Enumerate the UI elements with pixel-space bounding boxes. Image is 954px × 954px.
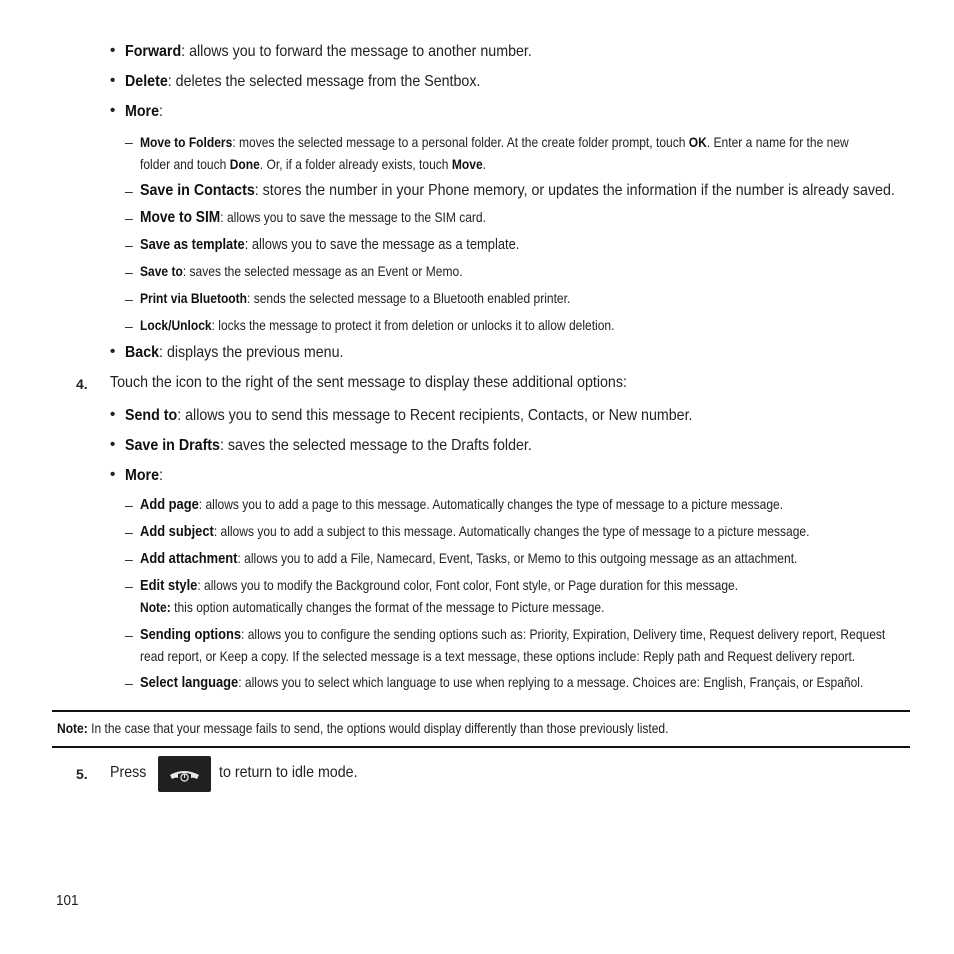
sub-item-edit-style: Edit style: allows you to modify the Background color, Font color, Font style, or Page duration for this message. (140, 577, 739, 594)
dash: – (125, 264, 133, 280)
list-item-send-to: Send to: allows you to send this message to Recent recipients, Contacts, or New number. (125, 407, 693, 424)
step-5-text: to return to idle mode. (219, 764, 358, 781)
sub-item-print-via-bluetooth: Print via Bluetooth: sends the selected message to a Bluetooth enabled printer. (140, 290, 571, 306)
step-number: 4. (76, 376, 88, 392)
sub-item-add-attachment: Add attachment: allows you to add a File, Namecard, Event, Tasks, or Memo to this outgoing message as an attachment. (140, 550, 798, 567)
dash: – (125, 183, 133, 199)
note-top-rule (52, 710, 910, 712)
list-item-more: More: (125, 467, 163, 484)
sub-item-sending-options-cont: read report, or Keep a copy. If the selected message is a text message, these options include: Reply path and Request delivery report. (140, 648, 856, 664)
end-call-key-icon (158, 756, 211, 792)
dash: – (125, 210, 133, 226)
bullet: • (110, 72, 116, 89)
step-4-text: Touch the icon to the right of the sent message to display these additional options: (110, 374, 627, 391)
bullet: • (110, 102, 116, 119)
list-item-save-in-drafts: Save in Drafts: saves the selected message to the Drafts folder. (125, 437, 532, 454)
dash: – (125, 627, 133, 643)
step-number: 5. (76, 766, 88, 782)
sub-item-move-to-folders: Move to Folders: moves the selected message to a personal folder. At the create folder prompt, touch OK. Enter a name for the new (140, 134, 849, 150)
page-number: 101 (56, 892, 79, 909)
list-item-delete: Delete: deletes the selected message from the Sentbox. (125, 73, 481, 90)
step-5-press: Press (110, 764, 147, 781)
dash: – (125, 675, 133, 691)
sub-item-select-language: Select language: allows you to select which language to use when replying to a message. Choices are: English, Français, or Español. (140, 674, 864, 691)
bullet: • (110, 343, 116, 360)
sub-item-move-to-sim: Move to SIM: allows you to save the message to the SIM card. (140, 209, 486, 226)
list-item-back: Back: displays the previous menu. (125, 344, 344, 361)
dash: – (125, 578, 133, 594)
dash: – (125, 497, 133, 513)
note: Note: In the case that your message fails to send, the options would display differently than those previously listed. (57, 720, 669, 736)
dash: – (125, 237, 133, 253)
sub-item-save-as-template: Save as template: allows you to save the message as a template. (140, 236, 520, 253)
sub-item-sending-options: Sending options: allows you to configure the sending options such as: Priority, Expiration, Delivery time, Request delivery report, Request (140, 626, 886, 643)
bullet: • (110, 436, 116, 453)
sub-item-add-page: Add page: allows you to add a page to this message. Automatically changes the type of message to a picture message. (140, 496, 784, 513)
dash: – (125, 551, 133, 567)
end-call-key-icon (158, 756, 211, 792)
note-bottom-rule (52, 746, 910, 748)
sub-item-move-to-folders-cont: folder and touch Done. Or, if a folder already exists, touch Move. (140, 156, 486, 172)
sub-item-save-to: Save to: saves the selected message as an Event or Memo. (140, 263, 463, 279)
bullet: • (110, 466, 116, 483)
dash: – (125, 134, 133, 150)
bullet: • (110, 406, 116, 423)
list-item-more: More: (125, 103, 163, 120)
list-item-forward: Forward: allows you to forward the message to another number. (125, 43, 532, 60)
dash: – (125, 318, 133, 334)
sub-item-save-in-contacts: Save in Contacts: stores the number in your Phone memory, or updates the information if the number is already saved. (140, 182, 895, 199)
dash: – (125, 291, 133, 307)
dash: – (125, 524, 133, 540)
bullet: • (110, 42, 116, 59)
edit-style-note: Note: this option automatically changes the format of the message to Picture message. (140, 599, 605, 615)
sub-item-add-subject: Add subject: allows you to add a subject to this message. Automatically changes the type of message to a picture message. (140, 523, 810, 540)
sub-item-lock-unlock: Lock/Unlock: locks the message to protect it from deletion or unlocks it to allow deletion. (140, 317, 615, 333)
